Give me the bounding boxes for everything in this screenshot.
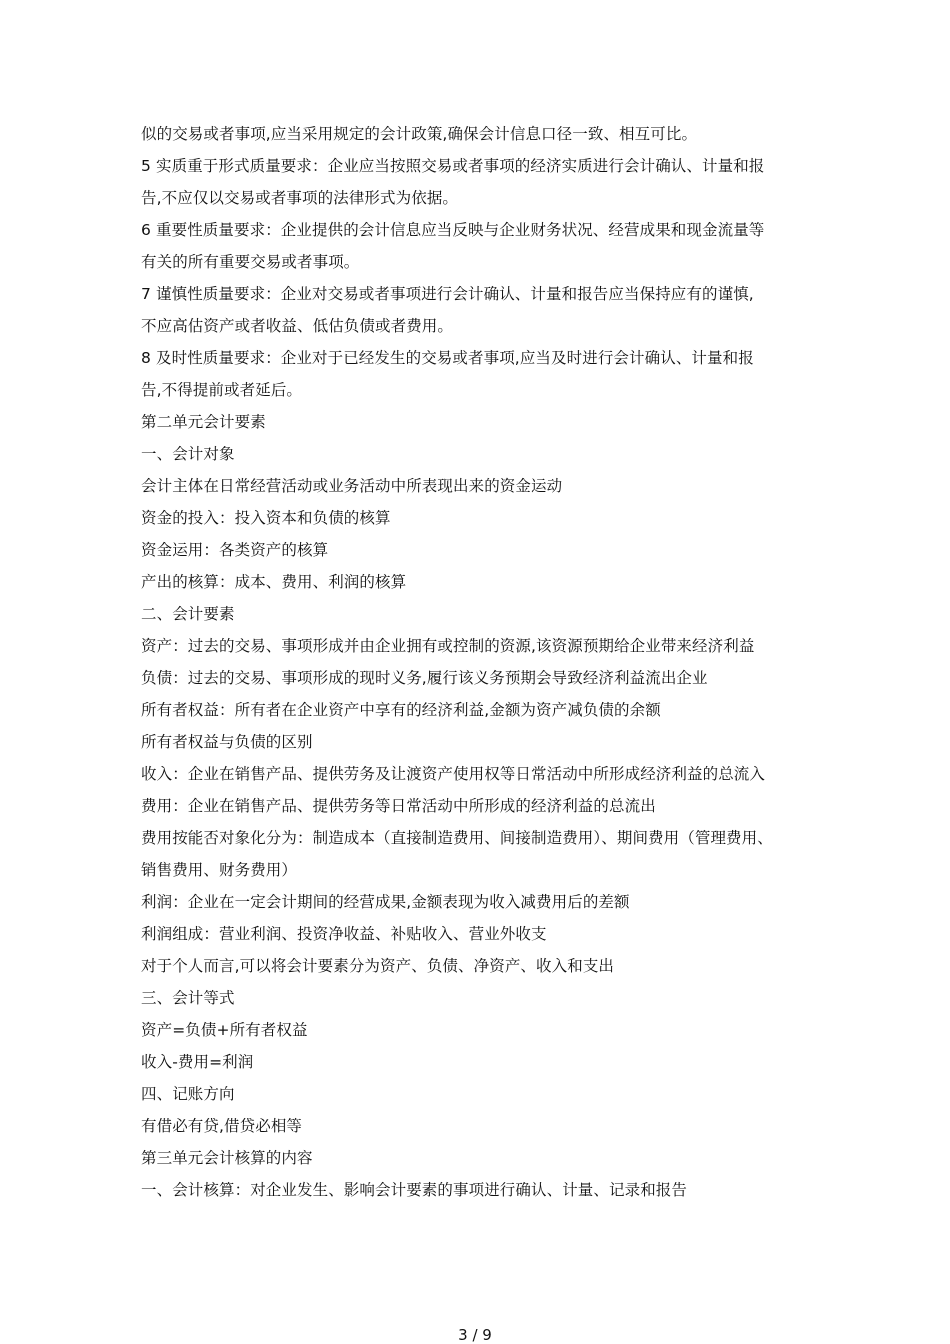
text-line: 收入：企业在销售产品、提供劳务及让渡资产使用权等日常活动中所形成经济利益的总流入 <box>141 765 766 783</box>
equation-line: 收入-费用=利润 <box>141 1053 254 1071</box>
subsection-heading: 一、会计对象 <box>141 445 235 463</box>
text-line: 利润：企业在一定会计期间的经营成果,金额表现为收入减费用后的差额 <box>141 893 630 911</box>
text-line: 有关的所有重要交易或者事项。 <box>141 253 360 271</box>
section-heading: 第二单元会计要素 <box>141 413 266 431</box>
text-line: 对于个人而言,可以将会计要素分为资产、负债、净资产、收入和支出 <box>141 957 615 975</box>
text-line: 5 实质重于形式质量要求：企业应当按照交易或者事项的经济实质进行会计确认、计量和报 <box>141 157 765 175</box>
text-line: 告,不得提前或者延后。 <box>141 381 303 399</box>
text-line: 销售费用、财务费用） <box>141 861 298 879</box>
subsection-heading: 三、会计等式 <box>141 989 235 1007</box>
text-line: 产出的核算：成本、费用、利润的核算 <box>141 573 407 591</box>
subsection-heading: 四、记账方向 <box>141 1085 235 1103</box>
text-line: 所有者权益与负债的区别 <box>141 733 313 751</box>
document-body <box>141 118 821 1206</box>
equation-line: 资产=负债+所有者权益 <box>141 1021 308 1039</box>
page-number: 3 / 9 <box>458 1326 492 1344</box>
text-line: 会计主体在日常经营活动或业务活动中所表现出来的资金运动 <box>141 477 563 495</box>
text-line: 告,不应仅以交易或者事项的法律形式为依据。 <box>141 189 459 207</box>
text-line: 负债：过去的交易、事项形成的现时义务,履行该义务预期会导致经济利益流出企业 <box>141 669 708 687</box>
text-line: 6 重要性质量要求：企业提供的会计信息应当反映与企业财务状况、经营成果和现金流量等 <box>141 221 765 239</box>
text-line: 费用按能否对象化分为：制造成本（直接制造费用、间接制造费用）、期间费用（管理费用、 <box>141 829 773 847</box>
text-line: 8 及时性质量要求：企业对于已经发生的交易或者事项,应当及时进行会计确认、计量和报 <box>141 349 754 367</box>
text-line: 资产：过去的交易、事项形成并由企业拥有或控制的资源,该资源预期给企业带来经济利益 <box>141 637 755 655</box>
subsection-heading: 二、会计要素 <box>141 605 235 623</box>
text-line: 似的交易或者事项,应当采用规定的会计政策,确保会计信息口径一致、相互可比。 <box>141 125 698 143</box>
text-line: 费用：企业在销售产品、提供劳务等日常活动中所形成的经济利益的总流出 <box>141 797 656 815</box>
text-line: 资金运用：各类资产的核算 <box>141 541 329 559</box>
text-line: 有借必有贷,借贷必相等 <box>141 1117 303 1135</box>
text-line: 资金的投入：投入资本和负债的核算 <box>141 509 391 527</box>
text-line: 利润组成：营业利润、投资净收益、补贴收入、营业外收支 <box>141 925 547 943</box>
text-line: 一、会计核算：对企业发生、影响会计要素的事项进行确认、计量、记录和报告 <box>141 1181 688 1199</box>
text-line: 7 谨慎性质量要求：企业对交易或者事项进行会计确认、计量和报告应当保持应有的谨慎, <box>141 285 754 303</box>
section-heading: 第三单元会计核算的内容 <box>141 1149 313 1167</box>
text-line: 所有者权益：所有者在企业资产中享有的经济利益,金额为资产减负债的余额 <box>141 701 661 719</box>
text-line: 不应高估资产或者收益、低估负债或者费用。 <box>141 317 454 335</box>
